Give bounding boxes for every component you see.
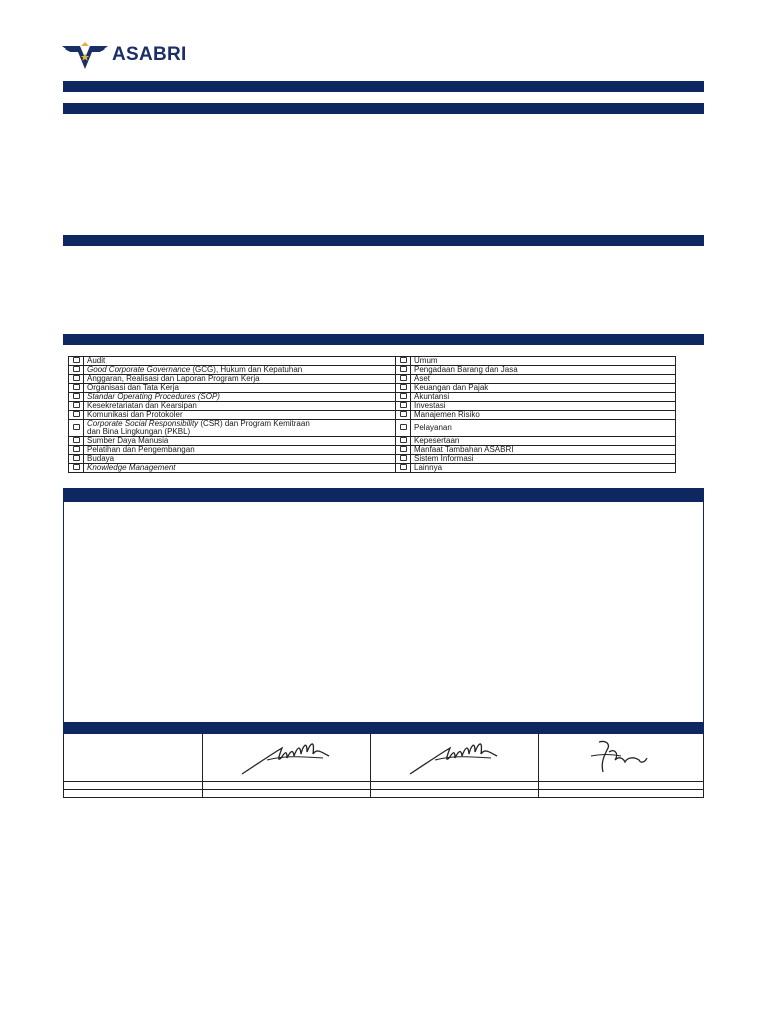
signature-date-row [64,790,704,798]
checkbox[interactable] [400,357,407,363]
category-label-right: Pelayanan [411,420,676,437]
category-label-right: Keuangan dan Pajak [411,384,676,393]
handwritten-signature-2 [405,734,505,776]
checkbox[interactable] [400,437,407,443]
category-label-left: Corporate Social Responsibility (CSR) dan Program Kemitraan dan Bina Lingkungan (PKBL) [84,420,396,437]
left-checkbox-cell[interactable] [69,393,84,402]
signature-cell-2 [203,734,371,782]
checkbox[interactable] [400,402,407,408]
category-label-right: Investasi [411,402,676,411]
checkbox[interactable] [73,366,80,372]
left-checkbox-cell[interactable] [69,402,84,411]
left-checkbox-cell[interactable] [69,420,84,437]
left-checkbox-cell[interactable] [69,357,84,366]
category-label-left: Organisasi dan Tata Kerja [84,384,396,393]
left-checkbox-cell[interactable] [69,446,84,455]
checkbox[interactable] [400,393,407,399]
logo-text: ASABRI [112,44,187,65]
checkbox[interactable] [73,411,80,417]
left-checkbox-cell[interactable] [69,411,84,420]
checkbox[interactable] [73,446,80,452]
checkbox[interactable] [73,437,80,443]
category-label-left: Standar Operating Procedures (SOP) [84,393,396,402]
category-label-right: Manfaat Tambahan ASABRI [411,446,676,455]
category-label-right: Kepesertaan [411,437,676,446]
checkbox[interactable] [400,366,407,372]
checkbox[interactable] [400,411,407,417]
signature-row [64,734,704,782]
category-label-left: Knowledge Management [84,464,396,473]
signature-table [63,723,704,798]
category-row [69,464,676,473]
right-checkbox-cell[interactable] [396,455,411,464]
signature-cell-3 [371,734,539,782]
left-checkbox-cell[interactable] [69,464,84,473]
description-box-header [64,489,703,502]
signature-cell-1 [64,734,203,782]
right-checkbox-cell[interactable] [396,402,411,411]
checkbox[interactable] [73,375,80,381]
category-label-left: Kesekretariatan dan Kearsipan [84,402,396,411]
checkbox[interactable] [400,424,407,430]
right-checkbox-cell[interactable] [396,366,411,375]
checkbox[interactable] [400,464,407,470]
checkbox[interactable] [73,464,80,470]
category-label-right: Aset [411,375,676,384]
right-checkbox-cell[interactable] [396,357,411,366]
checkbox[interactable] [73,384,80,390]
left-checkbox-cell[interactable] [69,455,84,464]
left-checkbox-cell[interactable] [69,437,84,446]
checkbox[interactable] [400,446,407,452]
section-bar-3 [63,334,704,345]
left-checkbox-cell[interactable] [69,384,84,393]
category-label-right: Pengadaan Barang dan Jasa [411,366,676,375]
right-checkbox-cell[interactable] [396,411,411,420]
category-label-left: Pelatihan dan Pengembangan [84,446,396,455]
category-label-left: Audit [84,357,396,366]
category-checklist [68,356,676,473]
left-checkbox-cell[interactable] [69,366,84,375]
checkbox[interactable] [73,455,80,461]
right-checkbox-cell[interactable] [396,420,411,437]
header-bar [63,81,704,92]
category-label-right: Akuntansi [411,393,676,402]
right-checkbox-cell[interactable] [396,446,411,455]
checkbox[interactable] [73,402,80,408]
section-bar-1 [63,103,704,114]
right-checkbox-cell[interactable] [396,384,411,393]
category-label-left: Komunikasi dan Protokoler [84,411,396,420]
category-label-right: Lainnya [411,464,676,473]
checkbox[interactable] [73,424,80,430]
signature-cell-4 [539,734,704,782]
category-label-left: Good Corporate Governance (GCG), Hukum dan Kepatuhan [84,366,396,375]
signature-header-row [64,724,704,734]
winged-star-emblem-icon [62,40,108,70]
checkbox[interactable] [73,357,80,363]
asabri-logo [62,38,192,72]
checkbox[interactable] [73,393,80,399]
category-row [69,446,676,455]
right-checkbox-cell[interactable] [396,393,411,402]
category-label-right: Umum [411,357,676,366]
left-checkbox-cell[interactable] [69,375,84,384]
category-label-right: Sistem Informasi [411,455,676,464]
description-box [63,488,704,723]
category-label-left: Anggaran, Realisasi dan Laporan Program Kerja [84,375,396,384]
checkbox[interactable] [400,384,407,390]
checkbox[interactable] [400,375,407,381]
handwritten-signature-3 [581,734,661,776]
checkbox[interactable] [400,455,407,461]
signature-name-row [64,782,704,790]
right-checkbox-cell[interactable] [396,464,411,473]
handwritten-signature-1 [237,734,337,776]
category-label-left: Budaya [84,455,396,464]
category-row [69,420,676,437]
category-label-right: Manajemen Risiko [411,411,676,420]
right-checkbox-cell[interactable] [396,437,411,446]
right-checkbox-cell[interactable] [396,375,411,384]
section-bar-2 [63,235,704,246]
category-label-left: Sumber Daya Manusia [84,437,396,446]
